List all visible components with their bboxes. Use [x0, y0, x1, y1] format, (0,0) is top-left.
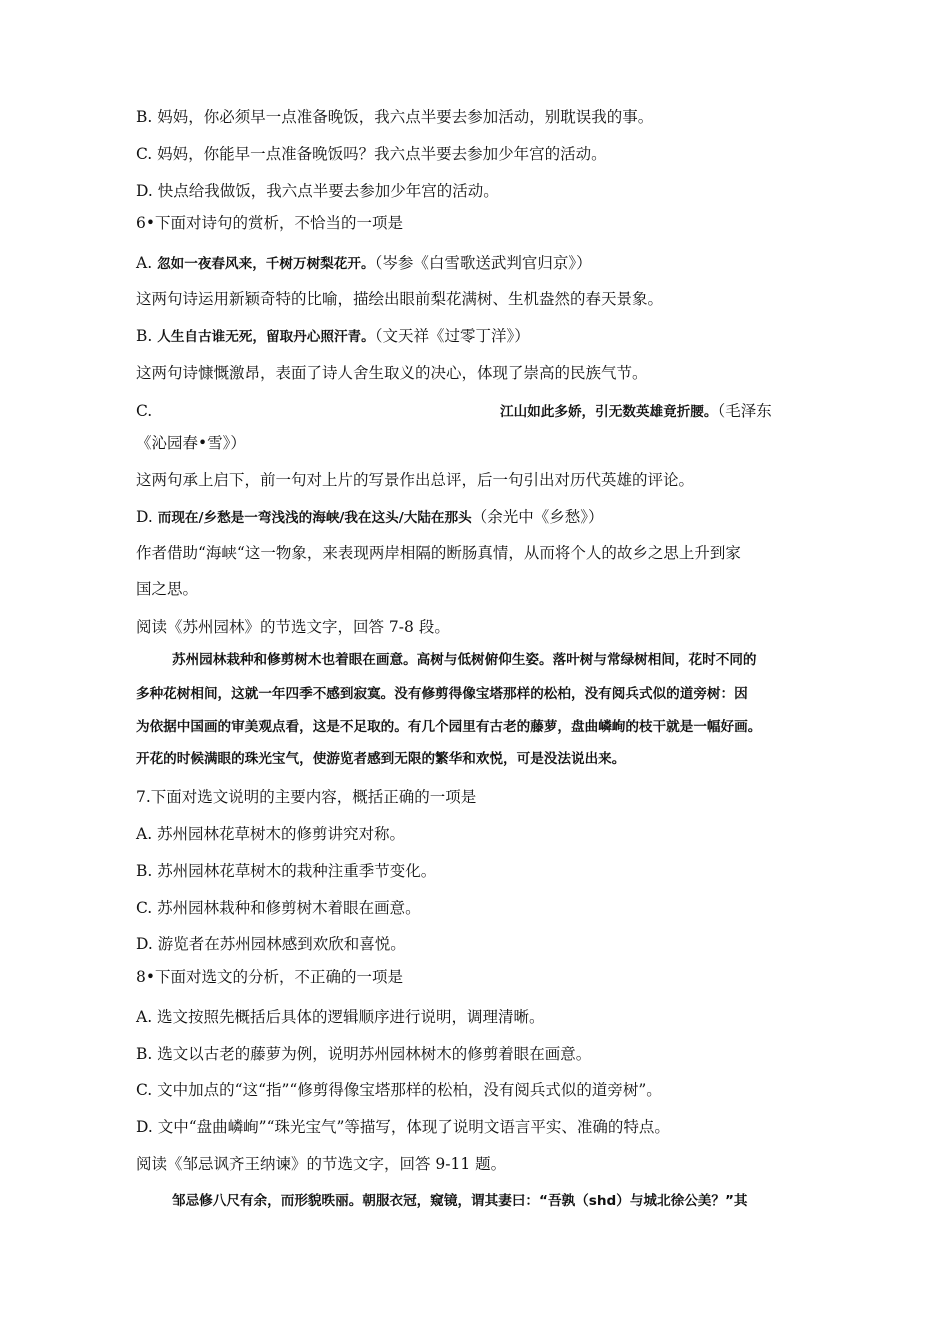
q6-option-b-comment: 这两句诗慷慨激昂，表面了诗人舍生取义的决心，体现了崇高的民族气节。: [136, 364, 648, 382]
poem-line: 而现在/乡愁是一弯浅浅的海峡/我在这头/大陆在那头: [157, 510, 472, 526]
q5-option-c: C. 妈妈，你能早一点准备晚饭吗？我六点半要去参加少年宫的活动。: [136, 145, 607, 163]
q6-option-d-comment-1: 作者借助“海峡“这一物象，来表现两岸相隔的断肠真情，从而将个人的故乡之思上升到家: [136, 544, 741, 562]
q6-option-a: [136, 252, 592, 275]
q8-option-b: B. 选文以古老的藤萝为例，说明苏州园林树木的修剪着眼在画意。: [136, 1045, 592, 1063]
option-label: B.: [136, 327, 158, 345]
q7-stem: 7.下面对选文说明的主要内容，概括正确的一项是: [136, 788, 477, 806]
q6-option-a-comment: 这两句诗运用新颖奇特的比喻，描绘出眼前梨花满树、生机盎然的春天景象。: [136, 290, 664, 308]
q6-option-d-comment-2: 国之思。: [136, 580, 199, 598]
q7-option-c: C. 苏州园林栽种和修剪树木着眼在画意。: [136, 899, 421, 917]
reading-1-passage-line: 多种花树相间，这就一年四季不感到寂寞。没有修剪得像宝塔那样的松柏，没有阅兵式似的道旁树：因: [136, 686, 748, 702]
q6-stem: 6•下面对诗句的赏析，不恰当的一项是: [136, 214, 404, 232]
q6-option-c-source: 《沁园春•雪》）: [136, 434, 246, 452]
poem-line: 忽如一夜春风来，千树万树梨花开。: [157, 256, 375, 272]
option-label: D.: [136, 508, 158, 526]
poem-source: （毛泽东: [717, 402, 772, 420]
q6-option-c-comment: 这两句承上启下，前一句对上片的写景作出总评，后一句引出对历代英雄的评论。: [136, 471, 695, 489]
q5-option-d: D. 快点给我做饭，我六点半要去参加少年宫的活动。: [136, 182, 499, 200]
q8-stem: 8•下面对选文的分析，不正确的一项是: [136, 968, 404, 986]
reading-1-passage-line: 开花的时候满眼的珠光宝气，使游览者感到无限的繁华和欢悦，可是没法说出来。: [136, 751, 626, 767]
reading-2-passage-line: 邹忌修八尺有余，而形貌昳丽。朝服衣冠，窥镜，谓其妻曰：“吾孰（shd）与城北徐公美？”其: [172, 1193, 748, 1209]
q7-option-a: A. 苏州园林花草树木的修剪讲究对称。: [136, 825, 406, 843]
poem-source: （岑参《白雪歌送武判官归京》）: [374, 254, 592, 272]
reading-1-passage-line: 苏州园林栽种和修剪树木也着眼在画意。高树与低树俯仰生姿。落叶树与常绿树相间，花时不同的: [172, 652, 757, 668]
q8-option-a: A. 选文按照先概括后具体的逻辑顺序进行说明，调理清晰。: [136, 1008, 545, 1026]
option-label: A.: [136, 254, 158, 272]
q6-option-c-label: C.: [136, 402, 153, 420]
q7-option-d: D. 游览者在苏州园林感到欢欣和喜悦。: [136, 935, 406, 953]
reading-1-intro: 阅读《苏州园林》的节选文字，回答 7-8 段。: [136, 618, 450, 636]
q6-option-d: [136, 506, 603, 529]
q6-option-b: [136, 325, 530, 348]
q8-option-c: C. 文中加点的“这“指”“修剪得像宝塔那样的松柏，没有阅兵式似的道旁树”。: [136, 1081, 662, 1099]
poem-line: 江山如此多娇，引无数英雄竟折腰。: [500, 404, 718, 420]
q7-option-b: B. 苏州园林花草树木的栽种注重季节变化。: [136, 862, 437, 880]
reading-2-intro: 阅读《邹忌讽齐王纳谏》的节选文字，回答 9-11 题。: [136, 1155, 507, 1173]
reading-1-passage-line: 为依据中国画的审美观点看，这是不足取的。有几个园里有古老的藤萝，盘曲嶙峋的枝干就是一幅好画。: [136, 719, 762, 735]
poem-source: （文天祥《过零丁洋》）: [374, 327, 530, 345]
q5-option-b: B. 妈妈，你必须早一点准备晚饭，我六点半要去参加活动，别耽误我的事。: [136, 108, 654, 126]
q6-option-c: [500, 400, 772, 423]
poem-line: 人生自古谁无死，留取丹心照汗青。: [157, 329, 375, 345]
q8-option-d: D. 文中“盘曲嶙峋”“珠光宝气”等描写，体现了说明文语言平实、准确的特点。: [136, 1118, 670, 1136]
poem-source: （余光中《乡愁》）: [471, 508, 604, 526]
